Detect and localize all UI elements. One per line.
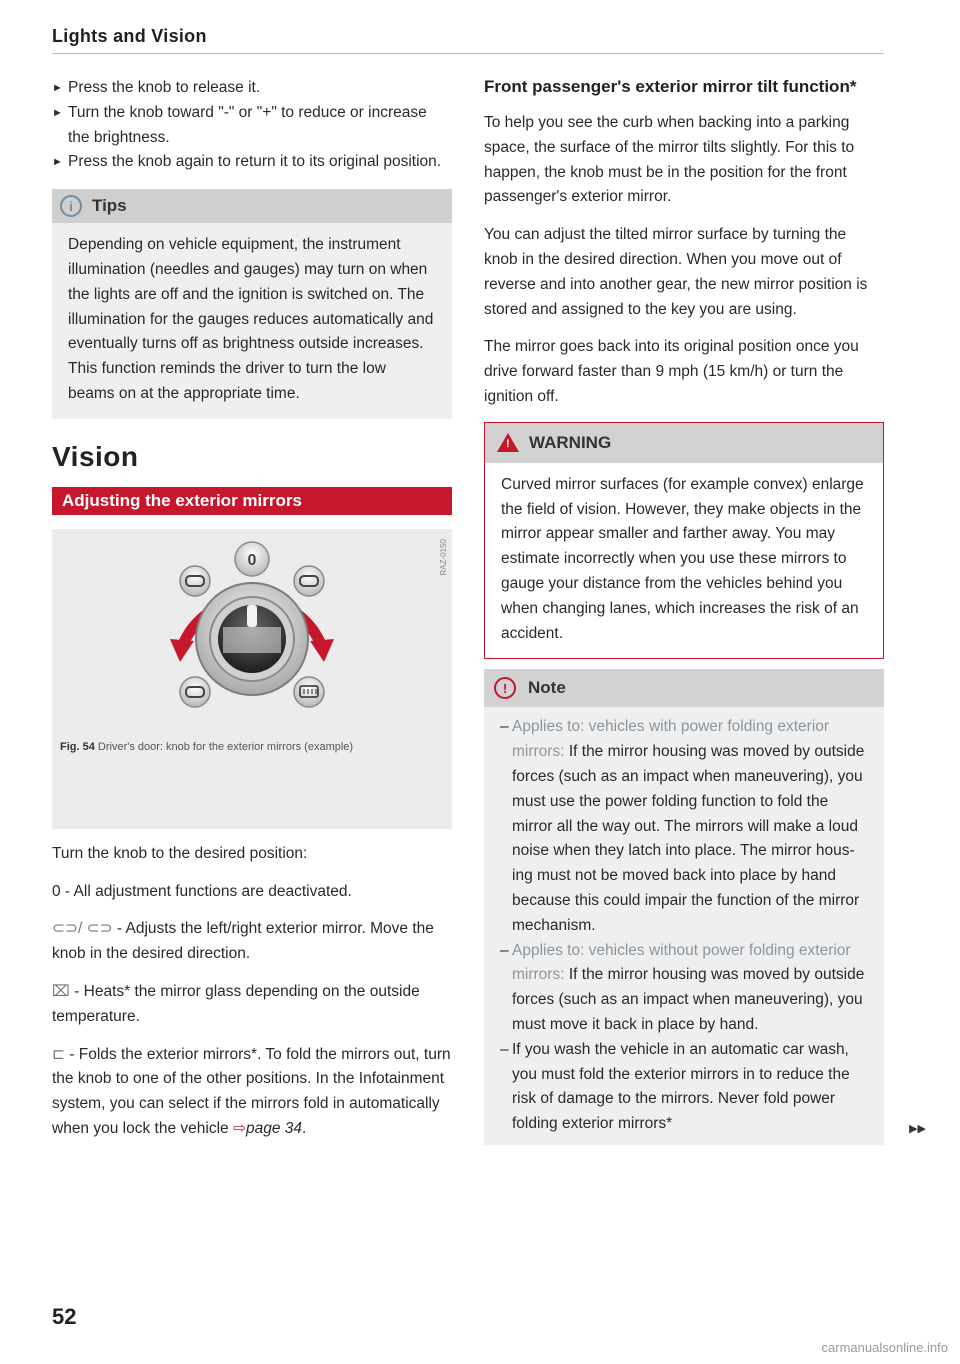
position-zero-marker [235, 542, 269, 576]
warning-icon: ! [497, 433, 519, 452]
note-title: Note [528, 678, 566, 698]
tips-header [52, 189, 452, 223]
tips-body: Depending on vehicle equipment, the instrument illumination (needles and gauges) may turn on when the lights are off and the ignition is switched on. The illumination for the gauges reduces automatically and eventually turns off as brightness outside increases. This function reminds the driver to turn the low beams on at the appropriate time. [68, 236, 434, 402]
warning-header [485, 423, 883, 463]
para-zero: 0 - All adjustment functions are deactivated. [52, 882, 352, 900]
info-icon: i [60, 195, 82, 217]
tilt-para-3: The mirror goes back into its original position once you drive forward faster than 9 mph (15 km/h) or turn the ignition off. [484, 338, 859, 405]
para-adjust: ⊂⊃/ ⊂⊃ - Adjusts the left/right exterior mirror. Move the knob in the desired direction. [52, 920, 434, 963]
list-item: ► Press the knob again to return it to its original position. [52, 150, 452, 175]
figure-id: RAZ-0150 [439, 538, 448, 576]
figure-mirror-knob [52, 529, 452, 829]
subsection-title: Adjusting the exterior mirrors [52, 487, 452, 515]
right-mirror-marker [294, 566, 324, 596]
list-item: – If you wash the vehicle in an automatic car wash, you must fold the exterior mirrors in to reduce the risk of damage to the mirrors. Never fold power folding exterior mirrors* [500, 1040, 850, 1133]
tips-box [52, 189, 452, 419]
para-heat: ⌧ - Heats* the mirror glass depending on the outside temperature. [52, 982, 420, 1025]
mirror-left-right-icon: ⊂⊃/ ⊂⊃ [52, 920, 113, 938]
fold-marker [180, 677, 210, 707]
knob [196, 583, 308, 695]
bullet-arrow-icon: ► [52, 156, 63, 169]
warning-box [484, 422, 884, 660]
right-column [484, 76, 926, 1145]
warning-body: Curved mirror surfaces (for example convex) enlarge the field of vision. However, they make objects in the mirror appear smaller and farther away. You may estimate incorrectly when you use these mirrors to gauge your distance from the vehicles behind you when changing lanes, which increases the risk of an accident. [501, 475, 864, 642]
link-arrow-icon: ⇨ [232, 1119, 246, 1137]
page-link[interactable]: ⇨page 34 [232, 1119, 302, 1137]
list-item: – Applies to: vehicles without power folding exterior mirrors: If the mirror housing was moved by outside forces (such as an impact when maneuvering), you must move it back in place by hand. [500, 941, 865, 1033]
warning-title: WARNING [529, 432, 612, 452]
bullet-arrow-icon: ► [52, 106, 63, 119]
figure-caption-text: Driver's door: knob for the exterior mirrors (example) [97, 740, 354, 753]
para-turn: Turn the knob to the desired position: [52, 844, 308, 862]
svg-text:0: 0 [247, 551, 257, 569]
tips-title: Tips [92, 196, 127, 216]
list-item: – Applies to: vehicles with power folding exterior mirrors: If the mirror housing was moved by outside forces (such as an impact when maneuvering), you must use the power folding function to fold the mirror all the way out. The mirrors will make a loud noise when they latch into place. The mirror housing must not be moved back into place by hand because this could impair the function of the mirror mechanism. [500, 718, 865, 934]
tilt-para-2: You can adjust the tilted mirror surface by turning the knob in the desired direction. When you move out of reverse and into another gear, the new mirror position is stored and assigned to the key you are using. [484, 226, 868, 318]
page-number: 52 [52, 1304, 77, 1329]
left-mirror-marker [180, 566, 210, 596]
watermark: carmanualsonline.info [821, 1340, 948, 1355]
instruction-list [52, 76, 452, 175]
page-header-title: Lights and Vision [52, 26, 207, 46]
tilt-function-title: Front passenger's exterior mirror tilt function* [484, 77, 857, 96]
mirror-knob-illustration [52, 529, 452, 735]
note-header [484, 669, 884, 707]
mirror-fold-icon: ⊏ [52, 1045, 65, 1063]
mirror-heat-icon: ⌧ [52, 982, 70, 1000]
section-title: Vision [52, 440, 139, 472]
continue-arrow-icon: ▶▶ [909, 1122, 926, 1135]
figure-label: Fig. 54 [60, 740, 95, 753]
list-item: ► Press the knob to release it. [52, 76, 452, 101]
note-icon: ! [494, 677, 516, 699]
note-list [484, 707, 884, 1145]
bullet-arrow-icon: ► [52, 82, 63, 94]
heat-marker [294, 677, 324, 707]
left-column [52, 76, 452, 1142]
header-divider [52, 53, 884, 54]
note-box [484, 669, 926, 1145]
list-item: ► Turn the knob toward "-" or "+" to reduce or increase the brightness. [52, 101, 452, 151]
figure-caption [60, 739, 432, 756]
para-fold: ⊏ - Folds the exterior mirrors*. To fold the mirrors out, turn the knob to one of the other positions. In the Infotainment system, you can select if the mirrors fold in automatically when you lock the vehicle ⇨page 34. [52, 1045, 451, 1137]
tilt-para-1: To help you see the curb when backing into a parking space, the surface of the mirror tilts slightly. For this to happen, the knob must be in the position for the front passenger's exterior mirror. [484, 114, 855, 206]
